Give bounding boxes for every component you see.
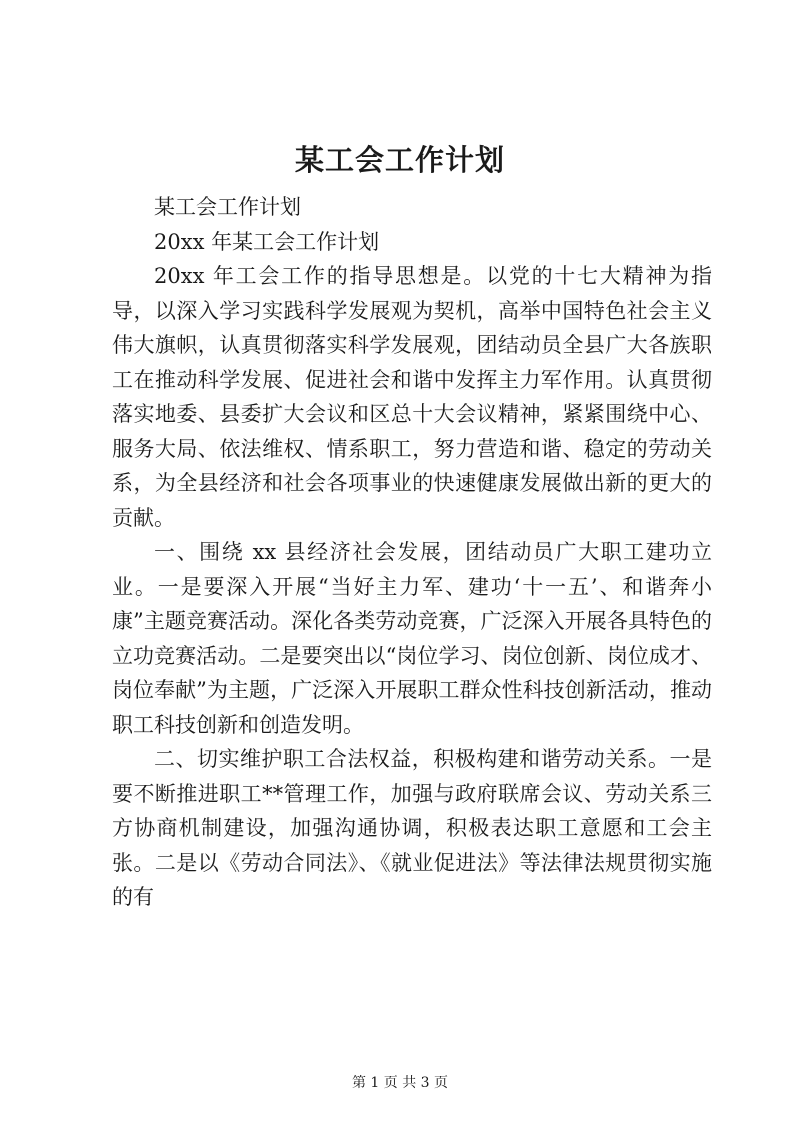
document-title: 某工会工作计划 bbox=[294, 143, 505, 177]
paragraph-subtitle: 某工会工作计划 bbox=[154, 195, 301, 219]
paragraph-guiding-thought: 20xx 年工会工作的指导思想是。以党的十七大精神为指导，以深入学习实践科学发展观为契机，高举中国特色社会主义伟大旗帜，认真贯彻落实科学发展观，团结动员全县广大各族职工在推动科学发展、促进社会和谐中发挥主力军作用。认真贯彻落实地委、县委扩大会议和区总十大会议精神，紧紧围绕中心、服务大局、依法维权、情系职工，努力营造和谐、稳定的劳动关系，为全县经济和社会各项事业的快速健康发展做出新的更大的贡献。 bbox=[112, 264, 712, 530]
paragraph-plan-heading: 20xx 年某工会工作计划 bbox=[154, 229, 380, 254]
paragraph-section-one: 一、围绕 xx 县经济社会发展，团结动员广大职工建功立业。一是要深入开展“当好主力军、建功‘十一五’、和谐奔小康”主题竞赛活动。深化各类劳动竞赛，广泛深入开展各具特色的立功竞赛活动。二是要突出以“岗位学习、岗位创新、岗位成才、岗位奉献”为主题，广泛深入开展职工群众性科技创新活动，推动职工科技创新和创造发明。 bbox=[112, 540, 712, 737]
paragraph-section-two: 二、切实维护职工合法权益，积极构建和谐劳动关系。一是要不断推进职工**管理工作，加强与政府联席会议、劳动关系三方协商机制建设，加强沟通协调，积极表达职工意愿和工会主张。二是以《劳动合同法》、《就业促进法》等法律法规贯彻实施的有 bbox=[112, 747, 712, 909]
document-body bbox=[112, 190, 712, 915]
page-footer: 第 1 页 共 3 页 bbox=[351, 1075, 449, 1091]
